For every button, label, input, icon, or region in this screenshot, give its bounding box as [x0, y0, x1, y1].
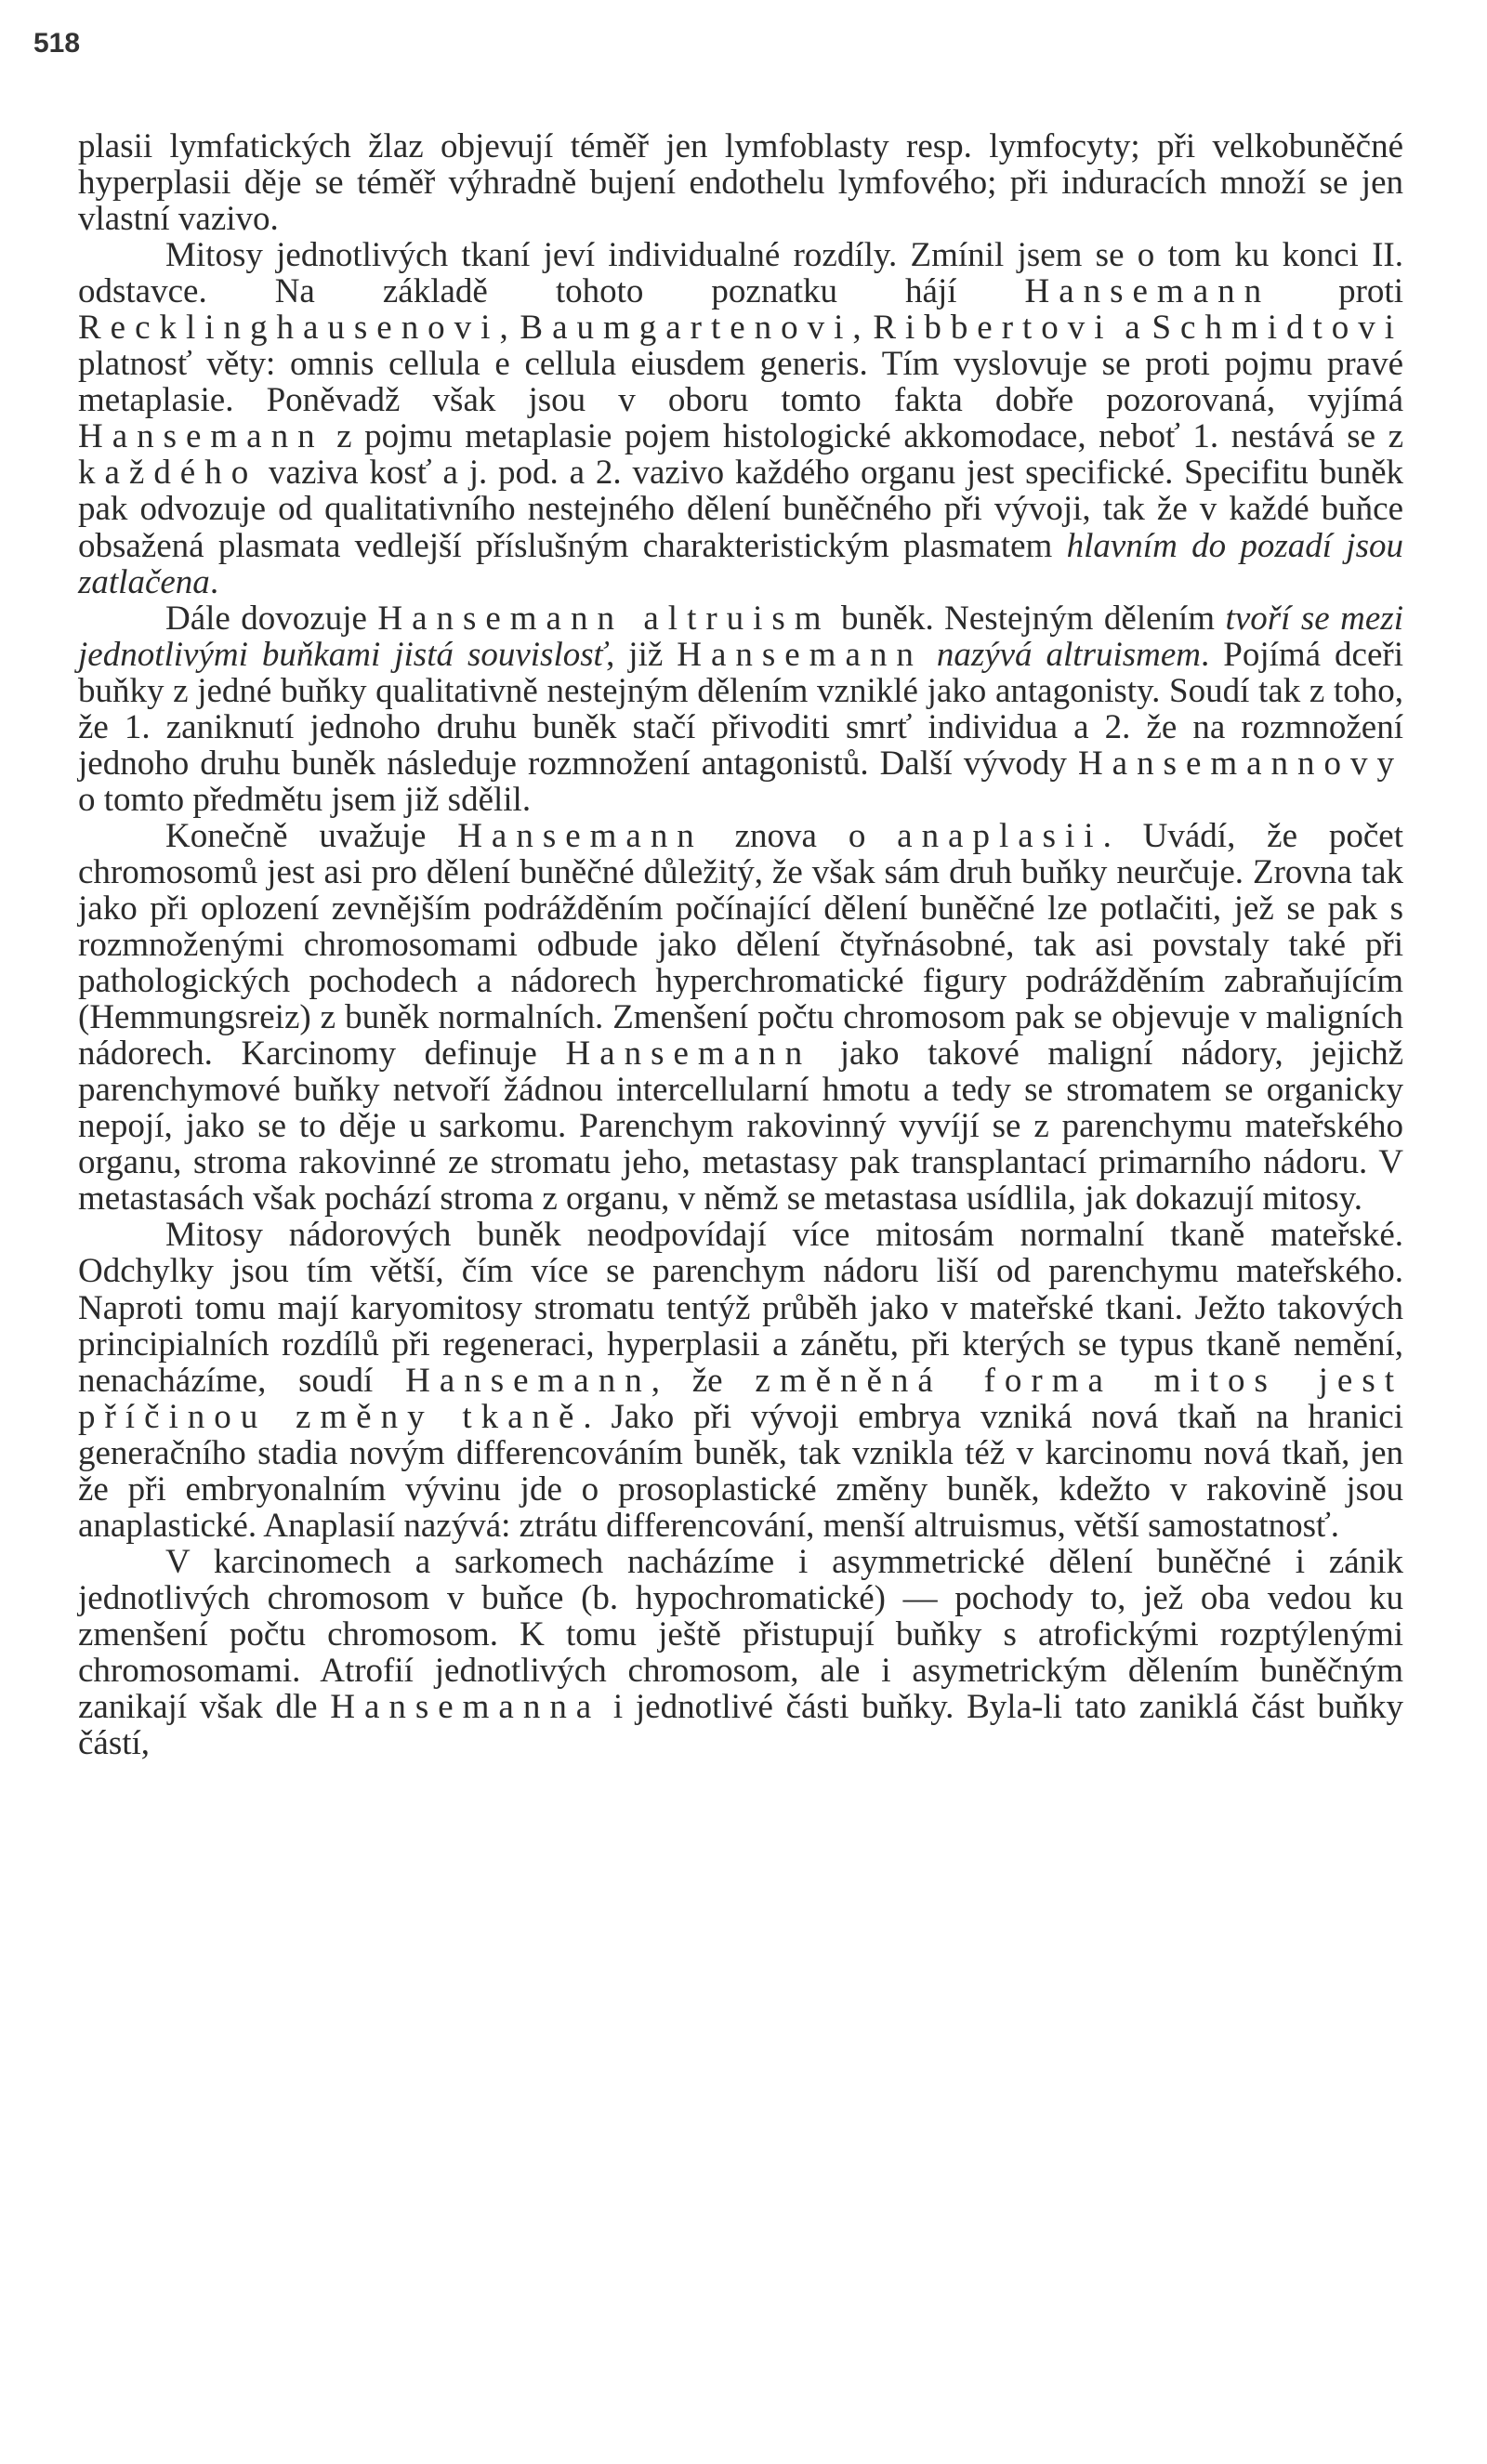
- text-run: Mitosy jednotlivých tkaní jeví individualné rozdíly. Zmínil jsem se o tom ku konci II. odstavce. Na základě tohoto poznatku hájí: [78, 236, 1403, 311]
- paragraph: [78, 128, 1403, 237]
- spaced-name: Hansemann: [78, 417, 324, 456]
- text-run: proti: [1270, 272, 1403, 311]
- text-run: ,: [499, 309, 520, 348]
- spaced-name: Baumgartenovi: [520, 309, 853, 348]
- spaced-name: Ribbertovi: [873, 309, 1113, 348]
- spaced-name: Hansemann: [565, 1034, 812, 1074]
- italic-text: nazývá altruismem: [936, 635, 1202, 674]
- paragraph: [78, 237, 1403, 600]
- spaced-name: Hansemann altruism: [377, 599, 831, 638]
- text-run: a: [1112, 309, 1152, 348]
- text-run: i jednotlivé části buňky. Byla-li tato zaniklá část buňky částí,: [78, 1688, 1403, 1763]
- text-run: plasii lymfatických žlaz objevují téměř jen lymfoblasty resp. lymfocyty; při velkobuněčné hyperplasii děje se téměř výhradně bujení endothelu lymfového; při induracích množí se jen vlastní vazivo.: [78, 127, 1403, 239]
- paragraph: [78, 818, 1403, 1218]
- spaced-name: anaplasii: [897, 816, 1103, 855]
- spaced-name: Hansemanna: [330, 1688, 601, 1727]
- text-run: . Jako při vývoji embrya vzniká nová tkaň na hranici generačního stadia novým differencováním buněk, tak vznikla též v karcinomu nová tkaň, jen že při embryonalním vývinu jde o prosoplastické změny buněk, kdežto v rakovině jsou anaplastické. Anaplasií nazývá: ztrátu differencování, menší altruismus, větší samostatnosť.: [78, 1397, 1404, 1545]
- italic-text: hlavním do pozadí jsou zatlačena: [78, 526, 1403, 601]
- text-run: Dále dovozuje: [165, 599, 378, 638]
- text-body: [78, 128, 1403, 1761]
- spaced-name: Schmidtovi: [1151, 309, 1403, 348]
- spaced-name: Hansemann: [1024, 272, 1271, 311]
- paragraph: [78, 1544, 1403, 1761]
- text-run: vaziva kosť a j. pod. a 2. vazivo každého organu jest specifické. Specifitu buněk pak odvozuje od qualitativního nestejného dělení buněčného při vývoji, tak že v každé buňce obsažená plasmata vedlejší příslušným charakteristickým plasmatem: [78, 454, 1403, 565]
- text-run: V karcinomech a sarkomech nacházíme i asymmetrické dělení buněčné i zánik jednotlivých chromosom v buňce (b. hypochromatické) — pochody to, jež oba vedou ku zmenšení počtu chromosom. K tomu ještě přistupují buňky s atrofickými rozptýlenými chromosomami. Atrofií jednotlivých chromosom, ale i asymetrickým dělením buněčným zanikají však dle: [78, 1542, 1403, 1727]
- text-run: , již: [606, 635, 678, 674]
- spaced-name: Hansemann: [405, 1361, 651, 1400]
- text-run: ,: [852, 309, 874, 348]
- text-run: jako takové maligní nádory, jejichž parenchymové buňky netvoří žádnou intercellularní hmotu a tedy se stromatem se organicky nepojí, jako se to děje u sarkomu. Parenchym rakovinný vyvíjí se z parenchymu mateřského organu, stroma rakovinné ze stromatu jeho, metastasy pak transplantací primarního nádoru. V metastasách však pochází stroma z organu, v němž se metastasa usídlila, jak dokazují mitosy.: [78, 1034, 1403, 1219]
- text-run: Konečně uvažuje: [165, 816, 458, 855]
- text-run: Mitosy nádorových buněk neodpovídají více mitosám normalní tkaně mateřské. Odchylky jsou tím větší, čím více se parenchym nádoru liší od parenchymu mateřského. Naproti tomu mají karyomitosy stromatu tentýž průběh jako v mateřské tkani. Ježto takových principialních rozdílů při regeneraci, hyperplasii a zánětu, při kterých se typus tkaně nemění, nenacházíme, soudí: [78, 1216, 1403, 1400]
- spaced-name: Recklinghausenovi: [78, 309, 500, 348]
- spaced-name: Hansemann: [457, 816, 704, 855]
- italic-text: tvoří se mezi jednotlivými buňkami jistá souvislosť: [78, 599, 1403, 674]
- spaced-name: změněná forma mitos jest příčinou změny tkaně: [78, 1361, 1403, 1436]
- paragraph: [78, 600, 1403, 818]
- spaced-name: každého: [78, 454, 258, 493]
- page-number: 518: [33, 28, 81, 59]
- text-run: z pojmu metaplasie pojem histologické akkomodace, neboť 1. nestává se z: [323, 417, 1403, 456]
- text-run: platnosť věty: omnis cellula e cellula eiusdem generis. Tím vyslovuje se proti pojmu pravé metaplasie. Poněvadž však jsou v oboru tomto fakta dobře pozorovaná, vyjímá: [78, 345, 1403, 420]
- text-run: . Uvádí, že počet chromosomů jest asi pro dělení buněčné důležitý, že však sám druh buňky neurčuje. Zrovna tak jako při oplození zevnějším podrážděním počínající dělení buněčné lze potlačiti, jež se pak s rozmnoženými chromosomami odbude jako dělení čtyřnásobné, tak asi povstaly také při pathologických pochodech a nádorech hyperchromatické figury podrážděním zabraňujícím (Hemmungsreiz) z buněk normalních. Zmenšení počtu chromosom pak se objevuje v maligních nádorech. Karcinomy definuje: [78, 816, 1403, 1074]
- text-run: o tomto předmětu jsem již sdělil.: [78, 780, 532, 819]
- text-run: . Pojímá dceři buňky z jedné buňky qualitativně nestejným dělením vzniklé jako antagonisty. Soudí tak z toho, že 1. zaniknutí jednoho druhu buněk stačí přivoditi smrť individua a 2. že na rozmnožení jednoho druhu buněk následuje rozmnožení antagonistů. Další vývody: [78, 635, 1404, 783]
- text-run: znova o: [703, 816, 898, 855]
- text-run: [923, 636, 937, 674]
- paragraph: [78, 1217, 1403, 1543]
- spaced-name: Hansemannovy: [1077, 744, 1403, 783]
- spaced-name: Hansemann: [677, 635, 923, 674]
- text-run: buněk. Nestejným dělením: [830, 599, 1226, 638]
- text-run: .: [209, 562, 219, 601]
- text-run: , že: [651, 1361, 756, 1400]
